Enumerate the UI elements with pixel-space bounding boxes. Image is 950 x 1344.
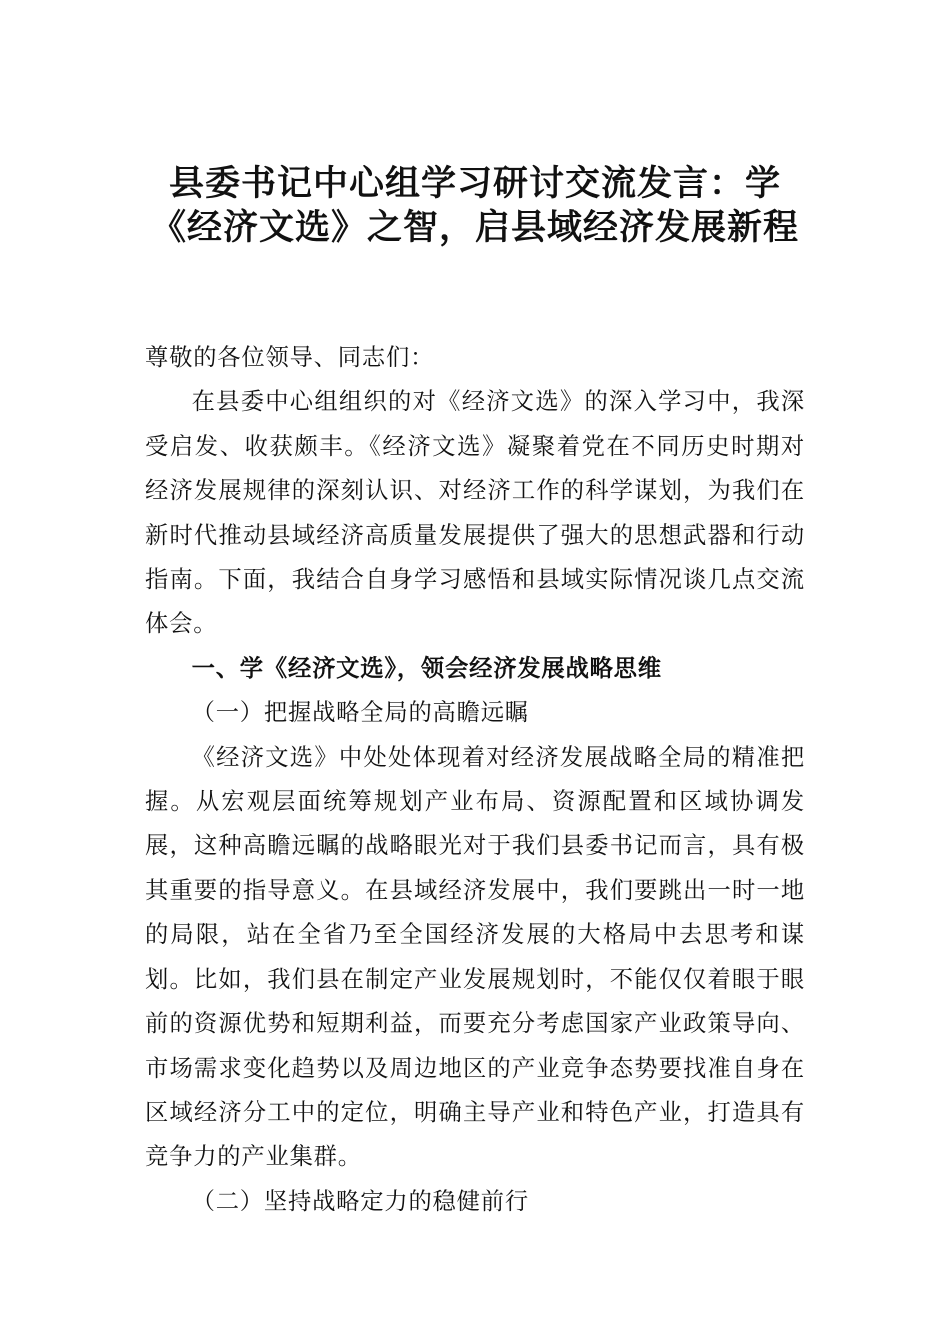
document-title-line-1: 县委书记中心组学习研讨交流发言：学: [168, 164, 781, 204]
subsection-1-paragraph: 《经济文选》中处处体现着对经济发展战略全局的精准把握。从宏观层面统筹规划产业布局、资源配置和区域协调发展，这种高瞻远瞩的战略眼光对于我们县委书记而言，具有极其重要的指导意义。在县域经济发展中，我们要跳出一时一地的局限，站在全省乃至全国经济发展的大格局中去思考和谋划。比如，我们县在制定产业发展规划时，不能仅仅着眼于眼前的资源优势和短期利益，而要充分考虑国家产业政策导向、市场需求变化趋势以及周边地区的产业竞争态势要找准自身在区域经济分工中的定位，明确主导产业和特色产业，打造具有竞争力的产业集群。: [145, 743, 805, 1171]
subsection-2-heading: （二）坚持战略定力的稳健前行: [191, 1187, 529, 1215]
section-1-heading: 一、学《经济文选》，领会经济发展战略思维: [191, 654, 662, 682]
salutation: 尊敬的各位领导、同志们：: [145, 344, 435, 371]
intro-paragraph: 在县委中心组组织的对《经济文选》的深入学习中，我深受启发、收获颇丰。《经济文选》凝聚着党在不同历史时期对经济发展规律的深刻认识、对经济工作的科学谋划，为我们在新时代推动县域经济高质量发展提供了强大的思想武器和行动指南。下面，我结合自身学习感悟和县域实际情况谈几点交流体会。: [145, 388, 805, 638]
document-title-line-2: 《经济文选》之智，启县域经济发展新程: [150, 208, 799, 248]
document-body: [145, 336, 805, 1224]
subsection-1-heading: （一）把握战略全局的高瞻远瞩: [191, 699, 529, 727]
